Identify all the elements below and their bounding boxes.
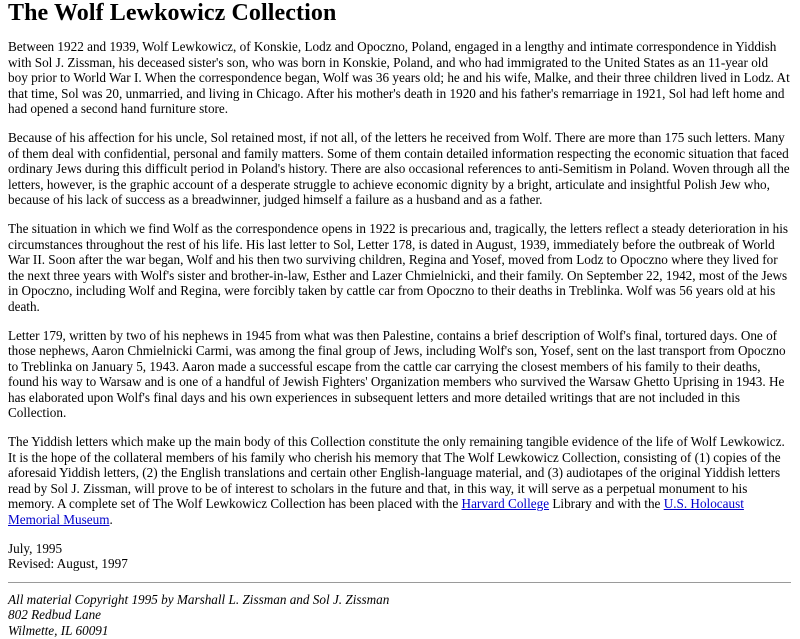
datelines [8,541,791,572]
footer-divider [8,582,791,583]
footer-copyright: All material Copyright 1995 by Marshall L. Zissman and Sol J. Zissman [8,591,390,607]
paragraph-3: The situation in which we find Wolf as the correspondence opens in 1922 is precarious and, tragically, the letters reflect a steady deterioration in his circumstances throughout the rest of his life. His last letter to Sol, Letter 178, is dated in August, 1939, immediately before the outbreak of World War II. Soon after the war began, Wolf and his then two surviving children, Regina and Yosef, moved from Lodz to Opoczno where they lived for the next three years with Wolf's sister and brother-in-law, Esther and Lazer Chmielnicki, and their family. On September 22, 1942, most of the Jews in Opoczno, including Wolf and Regina, were forcibly taken by cattle car from Opoczno to their deaths in Treblinka. Wolf was 56 years old at his death. [8,220,789,314]
paragraph-1: Between 1922 and 1939, Wolf Lewkowicz, of Konskie, Lodz and Opoczno, Poland, engaged in a lengthy and intimate correspondence in Yiddish with Sol J. Zissman, his deceased sister's son, who was born in Konskie, Poland, and who had immigrated to the United States as an 11-year old boy prior to World War I. When the correspondence began, Wolf was 36 years old; he and his wife, Malke, and their three children lived in Lodz. At that time, Sol was 20, unmarried, and living in Chicago. After his mother's death in 1920 and his father's remarriage in 1921, Sol had left home and had opened a second hand furniture store. [8,39,790,117]
footer [8,592,791,639]
footer-city-state-zip: Wilmette, IL 60091 [8,623,109,638]
paragraph-2: Because of his affection for his uncle, Sol retained most, if not all, of the letters he received from Wolf. There are more than 175 such letters. Many of them deal with confidential, personal and family matters. Some of them contain detailed information respecting the economic situation that faced ordinary Jews during this difficult period in Poland's history. There are also occasional references to anti-Semitism in Poland. Woven through all the letters, however, is the graphic account of a desperate struggle to achieve economic dignity by a bright, articulate and insightful Polish Jew who, because of his lack of success as a breadwinner, judged himself a failure as a husband and as a father. [8,129,790,208]
paragraph-4: Letter 179, written by two of his nephews in 1945 from what was then Palestine, contains a brief description of Wolf's final, tortured days. One of those nephews, Aaron Chmielnicki Carmi, was among the final group of Jews, including Wolf's son, Yosef, sent on the last transport from Opoczno to Treblinka on January 5, 1943. Aaron made a successful escape from the cattle car carrying the closest members of his family to their deaths, found his way to Warsaw and is one of a handful of Jewish Fighters' Organization members who survived the Warsaw Ghetto Uprising in 1943. He has elaborated upon Wolf's final days and his own experiences in subsequent letters and more detailed writings that are not included in this Collection. [8,327,786,421]
dateline-published: July, 1995 [8,540,63,556]
paragraph-5-text-part-3: . [109,512,113,528]
harvard-college-link[interactable]: Harvard College [461,496,550,512]
dateline-revised: Revised: August, 1997 [8,556,128,572]
paragraph-5 [8,434,791,528]
paragraph-5-text-part-1: The Yiddish letters which make up the main body of this Collection constitute the only remaining tangible evidence of the life of Wolf Lewkowicz. It is the hope of the collateral members of his family who cherish his memory that The Wolf Lewkowicz Collection, consisting of (1) copies of the aforesaid Yiddish letters, (2) the English translations and certain other English-language material, and (3) audiotapes of the original Yiddish letters read by Sol J. Zissman, will prove to be of interest to scholars in the future and that, in this way, it will serve as a perpetual monument to his memory. A complete set of The Wolf Lewkowicz Collection has been placed with the [8,434,785,512]
footer-street-address: 802 Redbud Lane [8,607,102,623]
us-holocaust-memorial-museum-link[interactable]: U.S. Holocaust Memorial Museum [8,496,744,528]
page-title: The Wolf Lewkowicz Collection [8,0,337,26]
paragraph-5-text-part-2: Library and with the [549,496,664,512]
